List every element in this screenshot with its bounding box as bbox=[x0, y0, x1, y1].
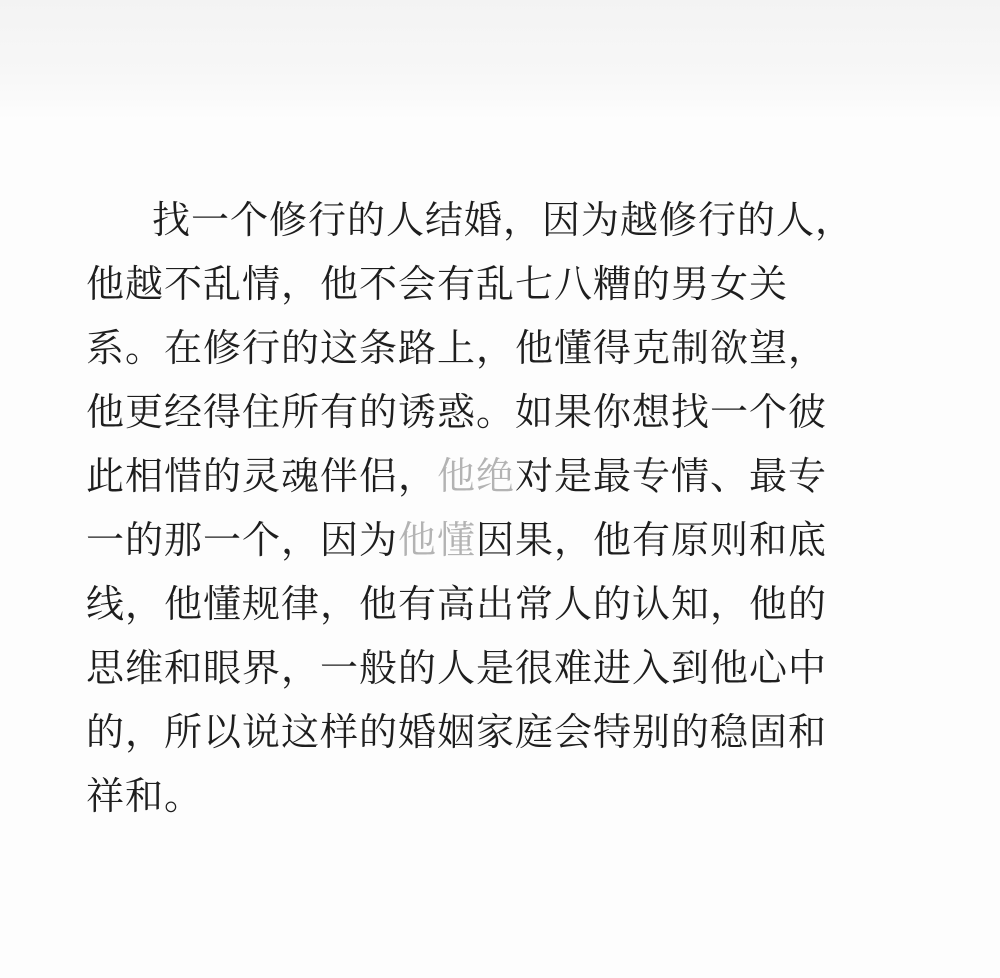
text-segment: 因果，他有原则和底 bbox=[476, 518, 828, 562]
text-segment: 对是最专情、最专 bbox=[515, 454, 828, 498]
text-line bbox=[86, 508, 916, 572]
text-line bbox=[86, 700, 916, 764]
text-segment: 系。在修行的这条路上，他懂得克制欲望， bbox=[86, 326, 828, 370]
text-segment: 一的那一个，因为 bbox=[86, 518, 399, 562]
text-segment: 的，所以说这样的婚姻家庭会特别的稳固和 bbox=[86, 710, 828, 754]
text-segment: 祥和。 bbox=[86, 774, 204, 818]
text-segment: 线，他懂规律，他有高出常人的认知，他的 bbox=[86, 582, 828, 626]
faded-text-segment: 他绝 bbox=[437, 454, 516, 498]
text-line bbox=[86, 636, 916, 700]
faded-text-segment: 他懂 bbox=[398, 518, 477, 562]
article-body bbox=[86, 188, 916, 828]
text-segment: 他越不乱情，他不会有乱七八糟的男女关 bbox=[86, 262, 789, 306]
text-line bbox=[86, 572, 916, 636]
text-line bbox=[86, 444, 916, 508]
text-line bbox=[86, 380, 916, 444]
text-segment: 他更经得住所有的诱惑。如果你想找一个彼 bbox=[86, 390, 828, 434]
text-segment: 思维和眼界，一般的人是很难进入到他心中 bbox=[86, 646, 828, 690]
top-shade bbox=[0, 0, 1000, 120]
text-segment: 找一个修行的人结婚，因为越修行的人， bbox=[152, 198, 855, 242]
text-line bbox=[86, 188, 916, 252]
text-line bbox=[86, 252, 916, 316]
text-line bbox=[86, 316, 916, 380]
text-line bbox=[86, 764, 916, 828]
text-segment: 此相惜的灵魂伴侣， bbox=[86, 454, 438, 498]
